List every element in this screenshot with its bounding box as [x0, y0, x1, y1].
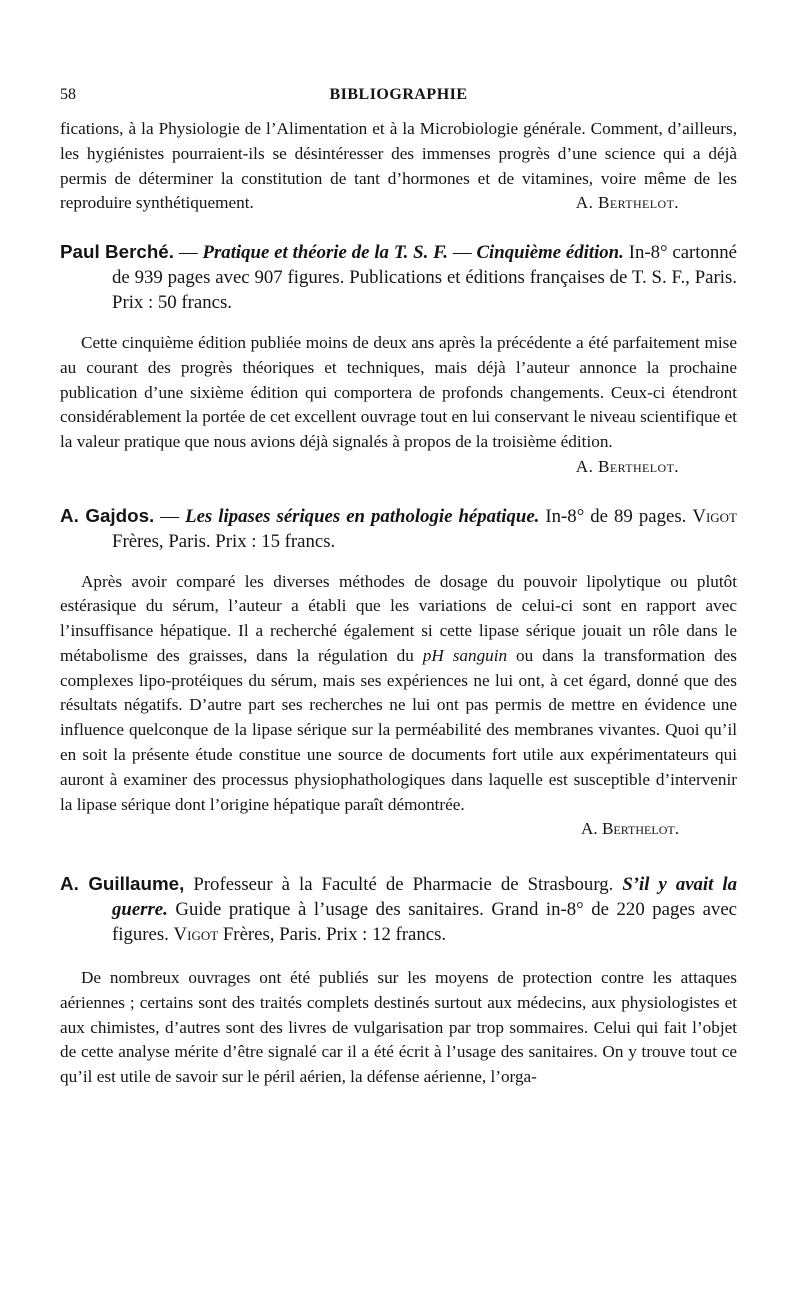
- entry-edition: Cinquième édition.: [476, 242, 624, 264]
- intro-paragraph: [60, 117, 737, 216]
- document-page: [60, 86, 737, 1090]
- entry-review: Après avoir comparé les diverses méthodes de dosage du pouvoir lipolytique ou plutôt estérasique du sérum, l’auteur a établi que les variations de celui-ci sont en rapport avec l’insuffisance hépatique. Il a recherché également si cette lipase sérique jouait un rôle dans le métabolisme des graisses, dans la régulation du pH sanguin ou dans la transformation des complexes lipo-protéiques du sérum, mais ses expériences ne lui ont, à cet égard, donné que des résultats négatifs. D’autre part ses recherches ne lui ont pas permis de mettre en évidence une influence quelconque de la lipase sérique sur la perméabilité des membranes vivantes. Quoi qu’il en soit la présente étude constitue une source de documents fort utile aux expérimentateurs qui auront à examiner des processus physiophathologiques dans laquelle est susceptible d’intervenir la lipase sérique dont l’origine hépatique paraît démontrée.: [60, 571, 737, 814]
- bibliography-entry: [60, 504, 737, 843]
- entry-publisher: Vigot: [173, 924, 219, 946]
- entry-title: Les lipases sériques en pathologie hépatique.: [185, 505, 540, 527]
- entry-title: S’il y avait la guerre.: [112, 874, 737, 921]
- entry-author: A. Gajdos.: [60, 504, 155, 526]
- bibliography-entry: [60, 872, 737, 1090]
- signature: A. Berthelot.: [580, 819, 679, 839]
- entry-author: A. Guillaume,: [60, 873, 185, 895]
- entry-review: De nombreux ouvrages ont été publiés sur les moyens de protection contre les attaques aériennes ; certains sont des traités complets destinés surtout aux médecins, aux physiologistes et aux chimistes, d’autres sont des livres de vulgarisation par trop sommaires. Celui qui fait l’objet de cette analyse mérite d’être signalé car il a été écrit à l’usage des sanitaires. On y trouve tout ce qu’il est utile de savoir sur le péril aérien, la défense aérienne, l’orga-: [60, 967, 737, 1087]
- entry-heading: A. Guillaume, Professeur à la Faculté de Pharmacie de Strasbourg. S’il y avait la guerre. Guide pratique à l’usage des sanitaires. Grand in-8° de 220 pages avec figures. Vigot Frères, Paris. Prix : 12 francs.: [60, 873, 737, 946]
- running-title: BIBLIOGRAPHIE: [329, 86, 468, 103]
- entry-affiliation: Professeur à la Faculté de Pharmacie de Strasbourg.: [184, 874, 623, 896]
- signature: A. Berthelot.: [575, 456, 679, 476]
- signature: A. Berthelot.: [575, 193, 679, 213]
- entry-review: Cette cinquième édition publiée moins de deux ans après la précédente a été parfaitement mise au courant des progrès théoriques et techniques, mais déjà l’auteur annonce la prochaine publication d’une sixième édition qui comportera de profonds changements. Ceux-ci étendront considérablement la portée de cet excellent ouvrage tout en lui conservant le niveau scientifique et la valeur pratique que nous avions déjà signalés à propos de la troisième édition. A. Berthelot.: [60, 331, 737, 455]
- running-header: [60, 86, 737, 112]
- entry-heading: A. Gajdos. — Les lipases sériques en pathologie hépatique. In-8° de 89 pages. Vigot Frères, Paris. Prix : 15 francs.: [60, 504, 737, 552]
- intro-text: fications, à la Physiologie de l’Alimentation et à la Microbiologie générale. Comment, d’ailleurs, les hygiénistes pourraient-ils se désintéresser des immenses progrès d’une science qui a déjà permis de déterminer la constitution de tant d’hormones et de vitamines, voire même de les reproduire synthétiquement. A. Berthelot.: [60, 117, 737, 216]
- bibliography-entry: [60, 240, 737, 480]
- page-number: 58: [60, 86, 76, 103]
- entry-author: Paul Berché.: [60, 241, 174, 263]
- entry-heading: Paul Berché. — Pratique et théorie de la T. S. F. — Cinquième édition. In-8° cartonné de 939 pages avec 907 figures. Publications et éditions françaises de T. S. F., Paris. Prix : 50 francs.: [60, 241, 738, 313]
- entry-title: Pratique et théorie de la T. S. F.: [202, 242, 448, 264]
- entry-details: In-8° cartonné de 939 pages avec 907 figures. Publications et éditions françaises de T. S. F., Paris. Prix : 50 francs.: [112, 242, 738, 313]
- entry-publisher: Vigot: [692, 505, 737, 527]
